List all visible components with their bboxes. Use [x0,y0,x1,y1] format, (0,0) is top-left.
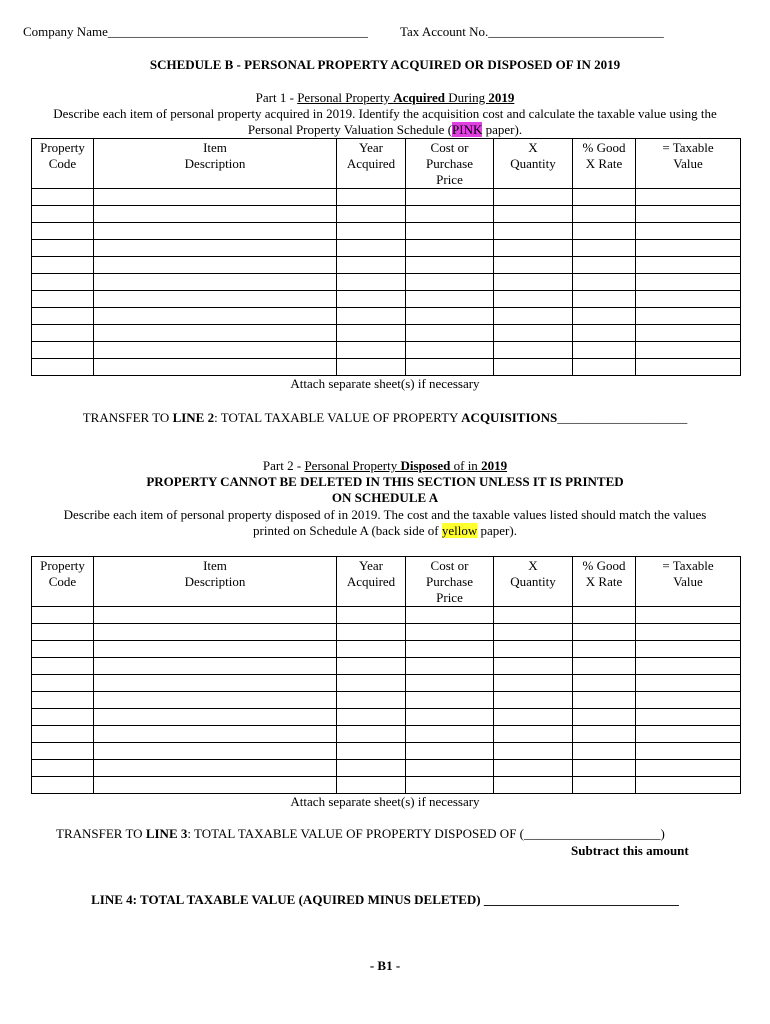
table-row [32,760,741,777]
table-cell[interactable] [94,189,337,206]
table-cell[interactable] [406,641,494,658]
table-cell[interactable] [406,206,494,223]
tax-account-label: Tax Account No. [400,24,489,39]
table-cell[interactable] [636,607,741,624]
table-cell[interactable] [32,257,94,274]
subtract-note: Subtract this amount [571,843,689,858]
table-cell[interactable] [337,709,406,726]
table-row [32,274,741,291]
table-cell[interactable] [32,641,94,658]
table-cell[interactable] [94,777,337,794]
table-cell[interactable] [406,359,494,376]
table-cell[interactable] [406,607,494,624]
part2-heading: Part 2 - Personal Property Disposed of in 2019 [262,458,508,473]
table-cell[interactable] [636,760,741,777]
table-cell[interactable] [494,325,573,342]
table-cell[interactable] [494,692,573,709]
table-row [32,692,741,709]
table-cell[interactable] [406,291,494,308]
table-cell[interactable] [573,240,636,257]
table-cell[interactable] [494,743,573,760]
table-cell[interactable] [337,624,406,641]
table-cell[interactable] [32,274,94,291]
table-row [32,342,741,359]
table-cell[interactable] [32,359,94,376]
table-cell[interactable] [94,641,337,658]
table-cell[interactable] [636,291,741,308]
column-header-cost: Cost or Purchase Price [406,139,494,189]
table-cell[interactable] [94,692,337,709]
table-cell[interactable] [406,692,494,709]
table-cell[interactable] [636,692,741,709]
table-cell[interactable] [573,726,636,743]
table-row [32,308,741,325]
table-cell[interactable] [337,308,406,325]
table-cell[interactable] [636,274,741,291]
acquired-property-table [31,138,741,376]
part2-attach-note: Attach separate sheet(s) if necessary [290,794,480,809]
table-cell[interactable] [636,743,741,760]
table-cell[interactable] [636,709,741,726]
table-row [32,223,741,240]
table-cell[interactable] [32,777,94,794]
table-cell[interactable] [94,359,337,376]
table-cell[interactable] [337,675,406,692]
column-header-good-rate: % Good X Rate [573,557,636,607]
table-row [32,189,741,206]
table-cell[interactable] [94,308,337,325]
table-row [32,726,741,743]
table-cell[interactable] [636,257,741,274]
table-cell[interactable] [337,291,406,308]
table-row [32,206,741,223]
line4-total-blank[interactable]: ______________________________ [483,892,679,907]
table-cell[interactable] [494,607,573,624]
table-cell[interactable] [573,658,636,675]
table-cell[interactable] [337,274,406,291]
table-cell[interactable] [573,342,636,359]
disposed-total-blank[interactable]: _____________________ [524,826,661,841]
company-name-label: Company Name [23,24,108,39]
part2-warning-line2: ON SCHEDULE A [331,490,439,505]
part2-description-line1: Describe each item of personal property disposed of in 2019. The cost and the taxable values listed should match the values [63,507,707,522]
table-cell[interactable] [406,274,494,291]
table-cell[interactable] [494,359,573,376]
table-cell[interactable] [337,692,406,709]
table-cell[interactable] [494,240,573,257]
part2-transfer-line: TRANSFER TO LINE 3: TOTAL TAXABLE VALUE OF PROPERTY DISPOSED OF (_____________________) [56,826,665,841]
table-cell[interactable] [636,624,741,641]
table-cell[interactable] [94,223,337,240]
table-cell[interactable] [32,692,94,709]
table-cell[interactable] [636,675,741,692]
table-cell[interactable] [406,342,494,359]
table-row [32,291,741,308]
table-cell[interactable] [94,274,337,291]
column-header-year-acquired: Year Acquired [337,139,406,189]
table-cell[interactable] [406,743,494,760]
table-cell[interactable] [573,206,636,223]
table-cell[interactable] [636,726,741,743]
table-cell[interactable] [573,325,636,342]
table-cell[interactable] [32,223,94,240]
table-cell[interactable] [494,291,573,308]
table-cell[interactable] [32,743,94,760]
table-cell[interactable] [573,641,636,658]
table-cell[interactable] [32,308,94,325]
table-cell[interactable] [636,359,741,376]
column-header-property-code: Property Code [32,139,94,189]
company-name-field[interactable] [23,24,368,40]
part1-description-line2: Personal Property Valuation Schedule (PINK paper). [247,122,523,137]
column-header-taxable-value: = Taxable Value [636,139,741,189]
table-row [32,743,741,760]
table-cell[interactable] [94,760,337,777]
table-row [32,359,741,376]
table-cell[interactable] [494,206,573,223]
table-cell[interactable] [32,325,94,342]
table-cell[interactable] [32,607,94,624]
table-cell[interactable] [636,223,741,240]
table-cell[interactable] [94,291,337,308]
table-cell[interactable] [406,709,494,726]
table-cell[interactable] [406,308,494,325]
line4-total: LINE 4: TOTAL TAXABLE VALUE (AQUIRED MINUS DELETED) ______________________________ [91,892,679,907]
table-cell[interactable] [636,240,741,257]
table-cell[interactable] [337,743,406,760]
table-cell[interactable] [494,658,573,675]
table-cell[interactable] [636,641,741,658]
table-cell[interactable] [32,206,94,223]
table-cell[interactable] [494,777,573,794]
table-cell[interactable] [406,624,494,641]
part1-transfer-line: TRANSFER TO LINE 2: TOTAL TAXABLE VALUE OF PROPERTY ACQUISITIONS____________________ [82,410,688,425]
table-cell[interactable] [94,206,337,223]
table-cell[interactable] [406,325,494,342]
table-cell[interactable] [494,709,573,726]
table-cell[interactable] [32,624,94,641]
table-cell[interactable] [406,189,494,206]
schedule-title: SCHEDULE B - PERSONAL PROPERTY ACQUIRED OR DISPOSED OF IN 2019 [149,57,621,72]
table-row [32,675,741,692]
tax-account-blank[interactable]: ___________________________ [488,24,664,39]
table-cell[interactable] [636,658,741,675]
table-cell[interactable] [573,189,636,206]
table-row [32,325,741,342]
table-row [32,709,741,726]
table-cell[interactable] [32,709,94,726]
table-cell[interactable] [573,760,636,777]
table-cell[interactable] [494,760,573,777]
table-row [32,257,741,274]
yellow-highlight: yellow [441,523,478,538]
column-header-quantity: X Quantity [494,139,573,189]
column-header-quantity: X Quantity [494,557,573,607]
table-cell[interactable] [94,257,337,274]
table-cell[interactable] [337,777,406,794]
table-cell[interactable] [337,760,406,777]
table-cell[interactable] [32,189,94,206]
table-cell[interactable] [494,308,573,325]
table-cell[interactable] [494,641,573,658]
table-cell[interactable] [406,760,494,777]
table-cell[interactable] [337,206,406,223]
table-cell[interactable] [636,342,741,359]
table-cell[interactable] [337,189,406,206]
table-cell[interactable] [94,607,337,624]
table-cell[interactable] [636,189,741,206]
table-cell[interactable] [494,257,573,274]
table-cell[interactable] [573,274,636,291]
table-row [32,641,741,658]
table-row [32,658,741,675]
table-cell[interactable] [94,325,337,342]
disposed-property-table [31,556,741,794]
column-header-item-description: Item Description [94,557,337,607]
table-cell[interactable] [573,743,636,760]
column-header-year-acquired: Year Acquired [337,557,406,607]
table-cell[interactable] [337,223,406,240]
table-row [32,624,741,641]
table-cell[interactable] [573,777,636,794]
table-row [32,607,741,624]
table-cell[interactable] [573,291,636,308]
part1-attach-note: Attach separate sheet(s) if necessary [290,376,480,391]
table-cell[interactable] [94,240,337,257]
column-header-good-rate: % Good X Rate [573,139,636,189]
table-cell[interactable] [337,607,406,624]
table-cell[interactable] [94,743,337,760]
table-cell[interactable] [573,675,636,692]
table-cell[interactable] [32,240,94,257]
table-cell[interactable] [636,777,741,794]
table-row [32,777,741,794]
acquired-table-body [32,189,741,376]
table-header-row [32,139,741,189]
acquisitions-total-blank[interactable]: ____________________ [557,410,688,425]
table-cell[interactable] [94,675,337,692]
table-header-row [32,557,741,607]
table-cell[interactable] [573,257,636,274]
pink-highlight: PINK [452,122,483,137]
table-cell[interactable] [32,760,94,777]
table-cell[interactable] [573,692,636,709]
table-cell[interactable] [573,308,636,325]
disposed-table-body [32,607,741,794]
table-cell[interactable] [337,658,406,675]
table-cell[interactable] [94,342,337,359]
table-cell[interactable] [573,709,636,726]
table-cell[interactable] [406,223,494,240]
table-cell[interactable] [94,726,337,743]
column-header-taxable-value: = Taxable Value [636,557,741,607]
column-header-item-description: Item Description [94,139,337,189]
table-cell[interactable] [94,658,337,675]
table-cell[interactable] [494,726,573,743]
table-cell[interactable] [337,342,406,359]
table-cell[interactable] [32,342,94,359]
page-number: - B1 - [369,958,401,973]
table-cell[interactable] [337,359,406,376]
table-cell[interactable] [337,726,406,743]
table-cell[interactable] [337,641,406,658]
company-name-blank[interactable]: ________________________________________ [107,24,368,39]
part2-warning-line1: PROPERTY CANNOT BE DELETED IN THIS SECTION UNLESS IT IS PRINTED [146,474,624,489]
table-cell[interactable] [494,189,573,206]
table-cell[interactable] [337,325,406,342]
tax-account-field[interactable] [400,24,664,40]
table-cell[interactable] [636,206,741,223]
table-cell[interactable] [406,257,494,274]
table-cell[interactable] [494,624,573,641]
table-cell[interactable] [494,342,573,359]
table-cell[interactable] [337,240,406,257]
table-cell[interactable] [406,658,494,675]
table-cell[interactable] [337,257,406,274]
part1-heading: Part 1 - Personal Property Acquired During 2019 [255,90,515,105]
part1-description-line1: Describe each item of personal property acquired in 2019. Identify the acquisition cost and calculate the taxable value using the [53,106,717,121]
table-cell[interactable] [32,658,94,675]
table-cell[interactable] [573,624,636,641]
table-cell[interactable] [94,709,337,726]
table-row [32,240,741,257]
table-cell[interactable] [32,291,94,308]
table-cell[interactable] [94,624,337,641]
table-cell[interactable] [636,308,741,325]
table-cell[interactable] [406,675,494,692]
table-cell[interactable] [406,240,494,257]
column-header-cost: Cost or Purchase Price [406,557,494,607]
column-header-property-code: Property Code [32,557,94,607]
table-cell[interactable] [494,223,573,240]
table-cell[interactable] [573,223,636,240]
table-cell[interactable] [573,607,636,624]
table-cell[interactable] [32,726,94,743]
table-cell[interactable] [406,726,494,743]
table-cell[interactable] [494,274,573,291]
table-cell[interactable] [406,777,494,794]
table-cell[interactable] [494,675,573,692]
table-cell[interactable] [636,325,741,342]
table-cell[interactable] [32,675,94,692]
table-cell[interactable] [573,359,636,376]
part2-description-line2: printed on Schedule A (back side of yellow paper). [253,523,517,538]
